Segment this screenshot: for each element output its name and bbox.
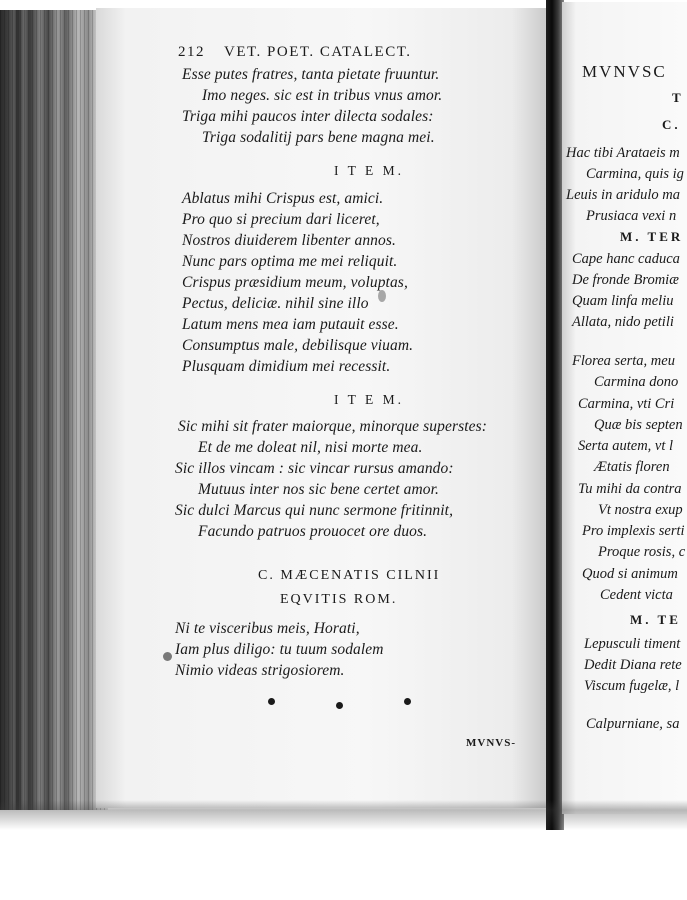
author-heading: C. MÆCENATIS CILNII (258, 568, 441, 583)
right-running-head: MVNVSC (582, 62, 667, 81)
section-heading: I T E M. (334, 392, 405, 407)
right-verse-line: Tu mihi da contra (578, 481, 682, 497)
verse-line: Triga sodalitij pars bene magna mei. (202, 129, 435, 146)
ornament-dot (268, 698, 275, 705)
left-page (96, 8, 548, 808)
verse-line: Nostros diuiderem libenter annos. (182, 232, 396, 249)
right-verse-line: Quam linfa meliu (572, 293, 674, 309)
verse-line: Ablatus mihi Crispus est, amici. (182, 190, 384, 207)
right-verse-line: Allata, nido petili (572, 314, 674, 330)
running-head (178, 44, 412, 61)
right-verse-line: Calpurniane, sa (586, 716, 680, 732)
verse-line: Consumptus male, debilisque viuam. (182, 337, 414, 354)
verse-line: Mutuus inter nos sic bene certet amor. (198, 481, 439, 498)
verse-line: Nimio videas strigosiorem. (175, 662, 345, 679)
page-number: 212 (178, 44, 205, 60)
author-subheading: EQVITIS ROM. (280, 592, 398, 607)
right-verse-line: Viscum fugelæ, l (584, 678, 680, 694)
right-verse-line: Quæ bis septen (594, 417, 683, 433)
verse-line: Nunc pars optima me mei reliquit. (182, 253, 398, 270)
verse-line: Latum mens mea iam putauit esse. (182, 316, 399, 333)
right-verse-line: Ætatis floren (594, 459, 670, 475)
ink-smudge (378, 290, 386, 302)
right-verse-line: De fronde Bromiæ (572, 272, 679, 288)
right-verse-line: Carmina, quis ig (586, 166, 684, 182)
catchword: MVNVS- (466, 737, 516, 749)
right-verse-line: Cape hanc caduca (572, 251, 680, 267)
right-verse-line: Carmina dono (594, 374, 679, 390)
verse-line: Iam plus diligo: tu tuum sodalem (175, 641, 384, 658)
verse-line: Ni te visceribus meis, Horati, (175, 620, 360, 637)
right-verse-line: Vt nostra exup (598, 502, 683, 518)
verse-line: Sic illos vincam : sic vincar rursus amando: (175, 460, 454, 477)
section-heading: I T E M. (334, 163, 405, 178)
right-verse-line: Proque rosis, c (598, 544, 686, 560)
verse-line: Pectus, deliciæ. nihil sine illo (182, 295, 369, 312)
verse-line: Triga mihi paucos inter dilecta sodales: (182, 108, 434, 125)
ink-smudge (163, 652, 172, 661)
right-verse-line: Leuis in aridulo ma (566, 187, 680, 203)
right-verse-line: Dedit Diana rete (584, 657, 682, 673)
right-verse-line: Hac tibi Arataeis m (566, 145, 680, 161)
verse-line: Facundo patruos prouocet ore duos. (198, 523, 428, 540)
right-verse-line: Serta autem, vt l (578, 438, 674, 454)
verse-line: Esse putes fratres, tanta pietate fruuntur. (182, 66, 440, 83)
verse-line: Plusquam dimidium mei recessit. (182, 358, 391, 375)
verse-line: Sic mihi sit frater maiorque, minorque superstes: (178, 418, 487, 435)
right-verse-line: Florea serta, meu (572, 353, 675, 369)
running-title: VET. POET. CATALECT. (223, 44, 412, 60)
right-verse-line: Lepusculi timent (584, 636, 681, 652)
verse-line: Sic dulci Marcus qui nunc sermone fritinnit, (175, 502, 454, 519)
right-verse-line: Pro implexis serti (582, 523, 685, 539)
ornament-dot (404, 698, 411, 705)
ornament-dot (336, 702, 343, 709)
right-heading: T (672, 90, 684, 105)
right-heading: C. (662, 117, 681, 132)
right-heading: M. TER (620, 229, 684, 244)
right-verse-line: Quod si animum (582, 566, 678, 582)
verse-line: Imo neges. sic est in tribus vnus amor. (202, 87, 443, 104)
verse-line: Pro quo si precium dari liceret, (182, 211, 380, 228)
right-verse-line: Prusiaca vexi n (586, 208, 677, 224)
right-heading: M. TE (630, 612, 681, 627)
verse-line: Crispus præsidium meum, voluptas, (182, 274, 408, 291)
right-verse-line: Carmina, vti Cri (578, 396, 675, 412)
page-bottom-shadow (0, 800, 687, 830)
page-edge-texture (0, 10, 108, 810)
verse-line: Et de me doleat nil, nisi morte mea. (198, 439, 423, 456)
right-verse-line: Cedent victa (600, 587, 673, 603)
